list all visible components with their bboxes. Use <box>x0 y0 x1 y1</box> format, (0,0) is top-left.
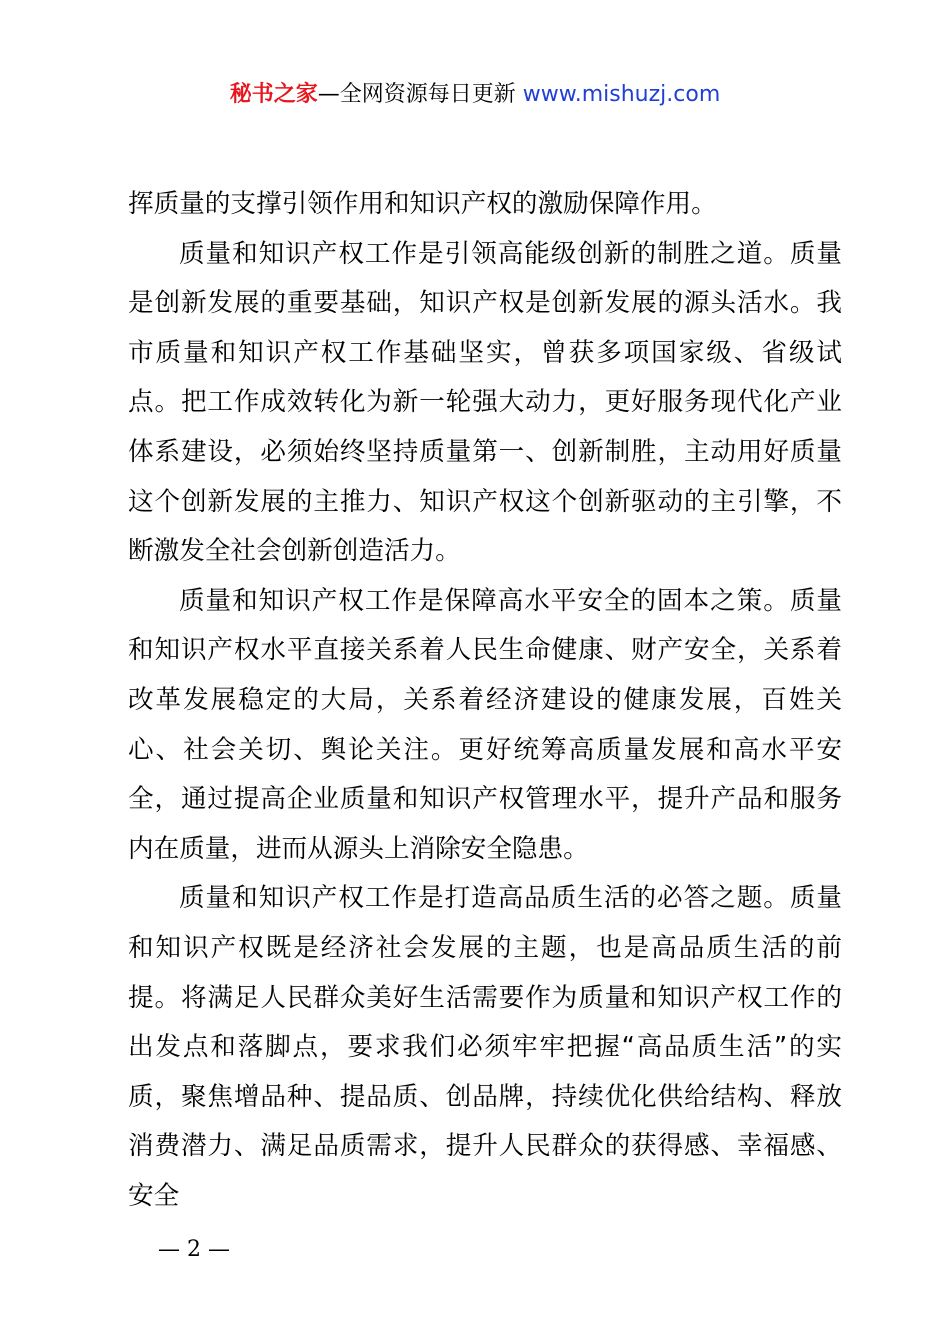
paragraph-continuation: 挥质量的支撑引领作用和知识产权的激励保障作用。 <box>128 189 717 219</box>
website-link[interactable]: www.mishuzj.com <box>522 82 721 107</box>
paragraph: 质量和知识产权工作是打造高品质生活的必答之题。质量和知识产权既是经济社会发展的主题，也是高品质生活的前提。将满足人民群众美好生活需要作为质量和知识产权工作的出发点和落脚点，要求我们必须牢牢把握“高品质生活”的实质，聚焦增品种、提品质、创品牌，持续优化供给结构、释放消费潜力、满足品质需求，提升人民群众的获得感、幸福感、安全 <box>128 883 842 1211</box>
page-number: — 2 — <box>158 1237 230 1262</box>
brand-name: 秘书之家 <box>229 82 318 107</box>
paragraph: 质量和知识产权工作是保障高水平安全的固本之策。质量和知识产权水平直接关系着人民生命健康、财产安全，关系着改革发展稳定的大局，关系着经济建设的健康发展，百姓关心、社会关切、舆论关注。更好统筹高质量发展和高水平安全，通过提高企业质量和知识产权管理水平，提升产品和服务内在质量，进而从源头上消除安全隐患。 <box>128 585 842 864</box>
header-slogan: —全网资源每日更新 <box>317 82 523 107</box>
document-body <box>128 180 842 1221</box>
page-header <box>0 78 950 112</box>
paragraph: 质量和知识产权工作是引领高能级创新的制胜之道。质量是创新发展的重要基础，知识产权是创新发展的源头活水。我市质量和知识产权工作基础坚实，曾获多项国家级、省级试点。把工作成效转化为新一轮强大动力，更好服务现代化产业体系建设，必须始终坚持质量第一、创新制胜，主动用好质量这个创新发展的主推力、知识产权这个创新驱动的主引擎，不断激发全社会创新创造活力。 <box>128 238 842 567</box>
